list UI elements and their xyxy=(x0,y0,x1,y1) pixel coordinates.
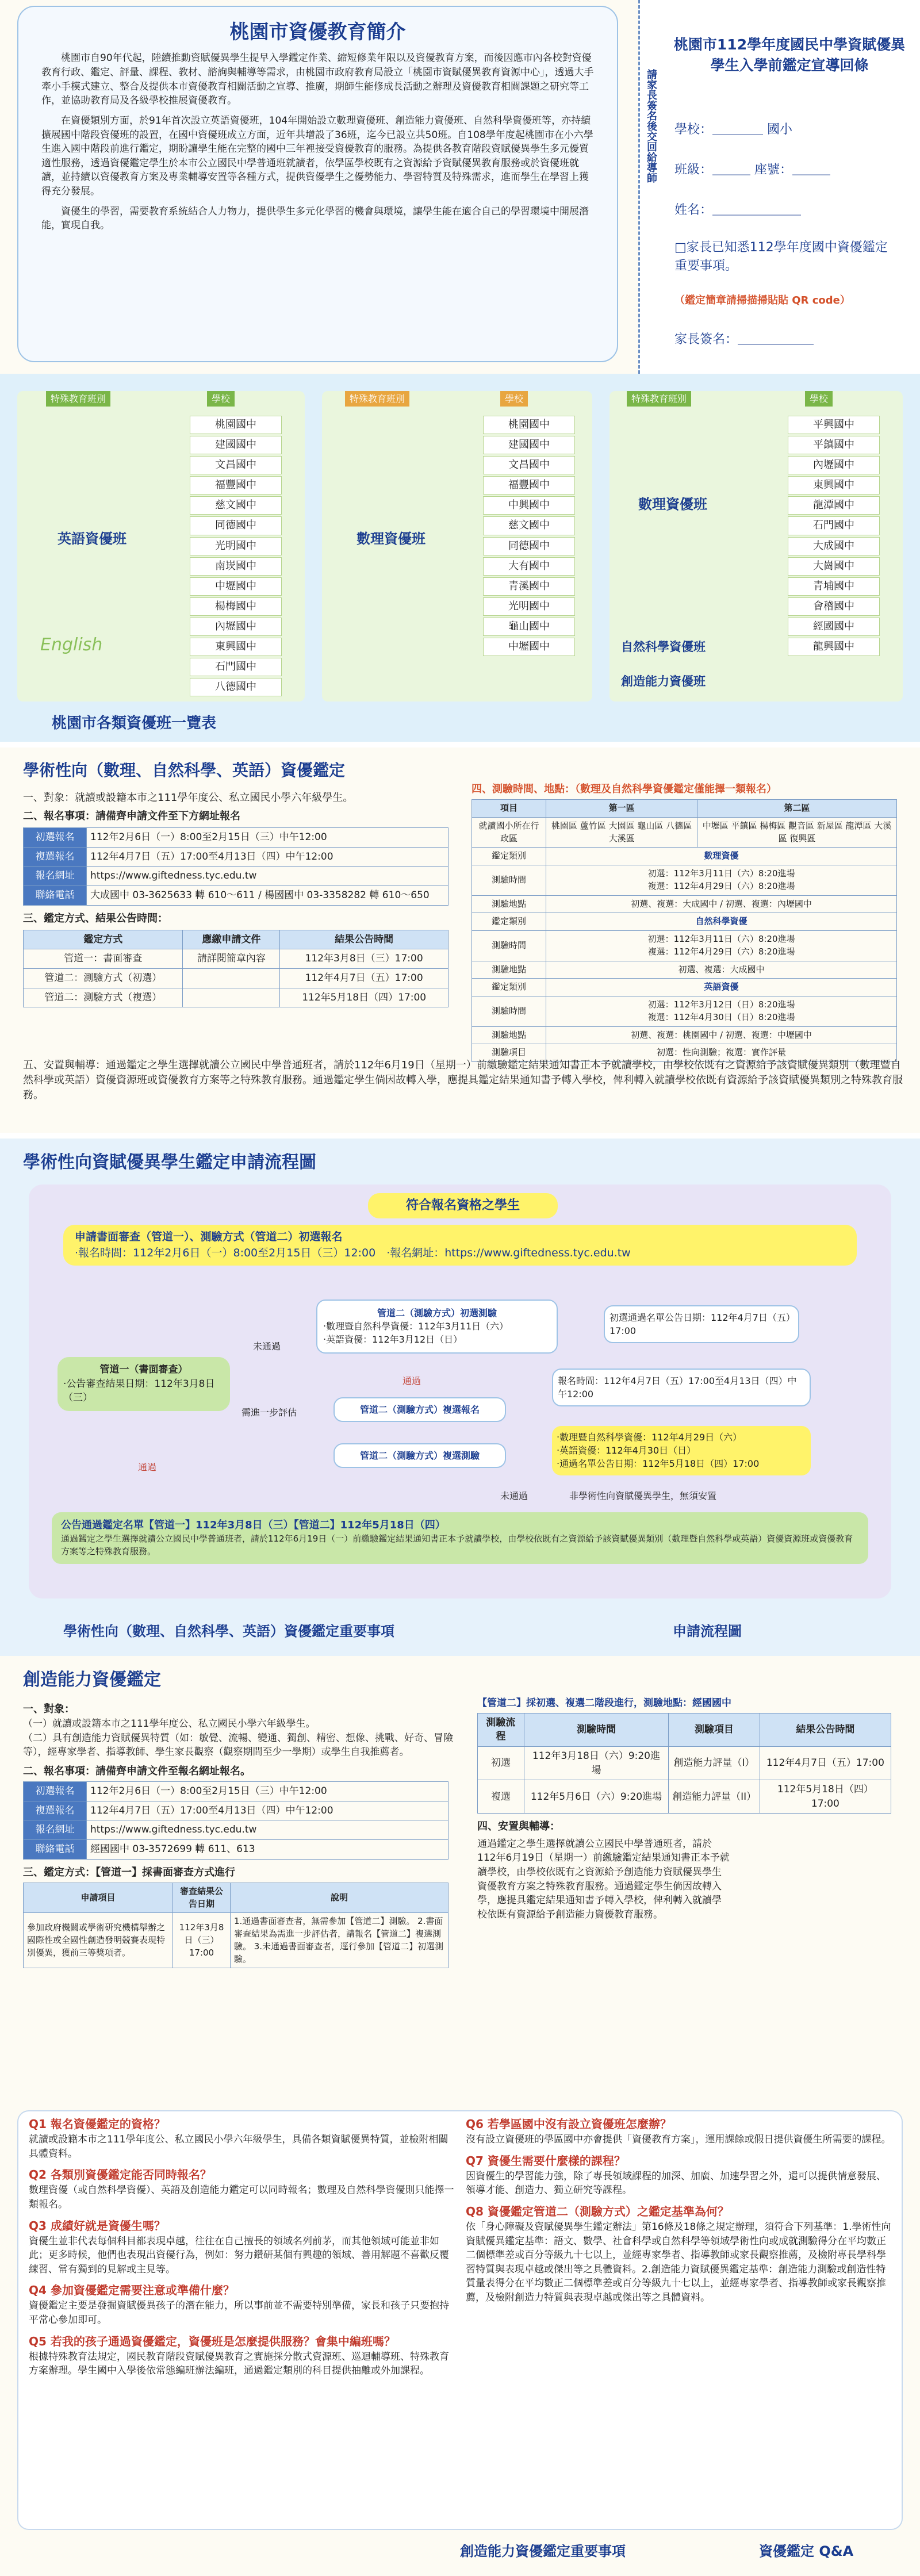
intro-paragraph-2: 在資優類別方面，於91年首次設立英語資優班，104年開始設立數理資優班、創造能力資優班、自然科學資優班等，亦持續擴展國中階段資優班的設置，在國中資優班成立方面，近年共增設了36班，迄今已設立共50班。自108學年度起桃園市在小六學生進入國中階段前進行鑑定，期盼讓學生能在完整的國中三年裡接受資優教育的服務。為提供各教育階段資賦優異學生多元優質適性服務，透過資優鑑定學生於本市公立國民中學普通班就讀者，依學區學校既有之資源給予資賦優異教育服務或於資優班就讀，並持續以資優教育方案及專業輔導安置等各種方式，提供資優學生之優勢能力、學習特質及特殊需求，進而學生在學習上獲得充分發展。 xyxy=(41,114,593,198)
school-item: 桃園國中 xyxy=(190,416,282,434)
doc-th-1: 審查結果公告日期 xyxy=(173,1883,231,1913)
other-cat-header: 特殊教育班別 xyxy=(627,391,691,407)
doc-th-0: 申請項目 xyxy=(24,1883,173,1913)
academic-reg-title: 二、報名事項：請備齊申請文件至下方網址報名 xyxy=(23,810,240,823)
flow-ch2b: 管道二（測驗方式）複選報名 xyxy=(334,1397,506,1422)
eng-item-label: 測驗項目 xyxy=(472,1044,546,1062)
school-item: 南崁國中 xyxy=(190,557,282,576)
school-item: 龍潭國中 xyxy=(788,496,880,515)
flow-apply xyxy=(63,1225,857,1266)
academic-right xyxy=(471,782,903,1062)
cre-class-label: 創造能力資優班 xyxy=(621,674,706,688)
reg-row: 聯絡電話 大成國中 03-3625633 轉 610～611 / 楊國國中 03-3358282 轉 610～650 xyxy=(24,886,448,906)
school-field[interactable]: 學校：＿＿＿＿ 國小 xyxy=(674,122,793,137)
academic-method-table xyxy=(23,930,448,1008)
math-time-value: 初選：112年3月11日（六）8:20進場 複選：112年4月29日（六）8:20進場 xyxy=(546,865,897,896)
flow-ch2a-title: 管道二（測驗方式）初選測驗 xyxy=(377,1308,497,1318)
flow-apply-url[interactable]: ‧報名網址：https://www.giftedness.tyc.edu.tw xyxy=(386,1246,631,1259)
class-list-title: 桃園市各類資優班一覽表 xyxy=(52,715,217,732)
test-th-1: 第一區 xyxy=(546,800,697,818)
school-item: 內壢國中 xyxy=(190,618,282,636)
reg-row: 複選報名 112年4月7日（五）17:00至4月13日（四）中午12:00 xyxy=(24,847,448,867)
school-item: 建國國中 xyxy=(483,436,575,454)
flow-final-title: 公告通過鑑定名單【管道一】112年3月8日（三）【管道二】112年5月18日（四） xyxy=(61,1519,446,1531)
sci-cat-value: 自然科學資優 xyxy=(546,913,897,931)
intro-paragraph-3: 資優生的學習，需要教育系統結合人力物力，提供學生多元化學習的機會與環境，讓學生能在適合自己的學習環境中開展潛能，實現自我。 xyxy=(41,205,589,232)
flow-banner-1: 學術性向（數理、自然科學、英語）資優鑑定重要事項 xyxy=(63,1623,394,1639)
other-block xyxy=(610,391,903,702)
reg-row: 報名網址 https://www.giftedness.tyc.edu.tw xyxy=(24,1820,448,1840)
flow-title: 學術性向資賦優異學生鑑定申請流程圖 xyxy=(23,1152,316,1172)
qa-banner-1: 創造能力資優鑑定重要事項 xyxy=(460,2543,626,2559)
school-item: 內壢國中 xyxy=(788,456,880,474)
flow-nopass-1: 未通過 xyxy=(253,1341,281,1352)
math-cat-value: 數理資優 xyxy=(546,848,897,865)
creative-reg-title: 二、報名事項：請備齊申請文件至報名網址報名。 xyxy=(23,1765,251,1778)
eng-cat-value: 英語資優 xyxy=(546,979,897,996)
school-item: 龜山國中 xyxy=(483,618,575,636)
creative-left xyxy=(23,1702,460,1968)
name-field[interactable]: 姓名：＿＿＿＿＿＿＿ xyxy=(674,203,802,217)
math-loc-value: 初選、複選：大成國中 / 初選、複選：內壢國中 xyxy=(546,895,897,913)
qa-right-list xyxy=(466,2116,891,2311)
creative-test-table xyxy=(477,1713,891,1814)
other-school-header: 學校 xyxy=(805,391,833,407)
intro-title: 桃園市資優教育簡介 xyxy=(229,21,406,44)
flow-ch1-title: 管道一（書面審查） xyxy=(99,1364,188,1375)
flow-reg2: 報名時間：112年4月7日（五）17:00至4月13日（四）中午12:00 xyxy=(552,1368,811,1406)
creative-reg-table xyxy=(23,1781,448,1860)
sci-loc-value: 初選、複選：大成國中 xyxy=(546,961,897,979)
flow-ch2a-line2: ‧英語資優：112年3月12日（日） xyxy=(323,1334,463,1346)
doc-cell-1: 112年3月8日（三）17:00 xyxy=(173,1913,231,1968)
return-slip-title: 桃園市112學年度國民中學資賦優異學生入學前鑑定宣導回條 xyxy=(673,36,906,74)
qr-note: （鑑定簡章請掃描掃貼貼 QR code） xyxy=(674,294,850,306)
qa-item: Q5 若我的孩子通過資優鑑定，資優班是怎麼提供服務？會集中編班嗎？ 根據特殊教育法規定，國民教育階段資賦優異教育之實施採分散式資源班、巡迴輔導班、特殊教育方案辦理。學生國中入學後依常態編班辦法編班，通過鑑定類別的科目提供抽離或外加課程。 xyxy=(29,2334,449,2377)
school-item: 慈文國中 xyxy=(483,516,575,535)
sci-time-label: 測驗時間 xyxy=(472,931,546,961)
doc-cell-2: 1.通過書面審查者，無需參加【管道二】測驗。 2.書面審查結果為需進一步評估者，請報名【管道二】複選測驗。 3.未通過書面審查者，逕行參加【管道二】初選測驗。 xyxy=(231,1913,448,1968)
flow-apply-title: 申請書面審查（管道一）、測驗方式（管道二）初選報名 xyxy=(75,1230,343,1243)
math-block xyxy=(322,391,592,702)
qa-item: Q2 各類別資優鑑定能否同時報名？ 數理資優（或自然科學資優）、英語及創造能力鑑定可以同時報名；數理及自然科學資優則只能擇一類報名。 xyxy=(29,2168,454,2210)
flow-final-note: 通過鑑定之學生選擇就讀公立國民中學普通班者，請於112年6月19日（一）前繳驗鑑定結果通知書正本予就讀學校，由學校依既有之資源給予該資賦優異類別（數理暨自然科學或英語）資優資源班或資優教育方案等之特殊教育服務。 xyxy=(61,1534,853,1557)
school-item: 中壢國中 xyxy=(483,638,575,656)
test-area-1: 桃園區 蘆竹區 大園區 龜山區 八德區 大溪區 xyxy=(546,817,697,848)
table-row: 管道二：測驗方式（初選） 112年4月7日（五）17:00 xyxy=(24,969,448,988)
english-block xyxy=(17,391,305,702)
academic-target: 一、對象：就讀或設籍本市之111學年度公、私立國民小學六年級學生。 xyxy=(23,792,354,804)
math-school-list xyxy=(483,414,575,658)
table-row: 管道二：測驗方式（複選） 112年5月18日（四）17:00 xyxy=(24,988,448,1007)
flow-ch2c-line2: ‧英語資優：112年4月30日（日） xyxy=(557,1445,696,1456)
creative-target-2: （二）具有創造能力資賦優異特質（如：敏覺、流暢、變通、獨創、精密、想像、挑戰、好奇、冒險等），經專家學者、指導教師、學生家長觀察（觀察期間至少一學期）或學生自我推薦者。 xyxy=(23,1732,453,1758)
table-header: 測驗項目 xyxy=(669,1713,760,1746)
flow-fail: 非學術性向資賦優異學生，無須安置 xyxy=(569,1490,717,1501)
school-item: 經國國中 xyxy=(788,618,880,636)
math-cat-label: 鑑定類別 xyxy=(472,848,546,865)
creative-placement-text: 通過鑑定之學生選擇就讀公立國民中學普通班者，請於112年6月19日（星期一）前繳驗鑑定結果通知書正本予就讀學校，由學校依既有之資源給予創造能力資賦優異學生資優教育方案之特殊教育服務。通過鑑定學生倘因故轉入學，應提具鑑定結果通知書予轉入學校，俾利轉入就讀學校依既有資源給予創造能力資優教育服務。 xyxy=(477,1838,730,1920)
english-deco: English xyxy=(40,635,103,655)
eng-loc-label: 測驗地點 xyxy=(472,1026,546,1044)
class-list-section xyxy=(0,374,920,742)
intro-panel xyxy=(17,6,618,362)
acknowledge-checkbox[interactable]: □家長已知悉112學年度國中資優鑑定重要事項。 xyxy=(674,240,888,273)
creative-section xyxy=(0,1656,920,2104)
reg-row: 複選報名 112年4月7日（五）17:00至4月13日（四）中午12:00 xyxy=(24,1801,448,1820)
academic-title: 學術性向（數理、自然科學、英語）資優鑑定 xyxy=(23,761,346,780)
table-header: 結果公告時間 xyxy=(760,1713,891,1746)
english-cat-header: 特殊教育班別 xyxy=(46,391,110,407)
qa-item: Q4 參加資優鑑定需要注意或準備什麼？ 資優鑑定主要是發掘資賦優異孩子的潛在能力，所以事前並不需要特別準備，家長和孩子只要抱持平常心參加即可。 xyxy=(29,2283,449,2326)
qa-item: Q8 資優鑑定管道二（測驗方式）之鑑定基準為何？ 依「身心障礙及資賦優異學生鑑定辦法」第16條及18條之規定辦理，須符合下列基準：1.學術性向資賦優異鑑定基準：語文、數學、社會科學或自然科學等領域學術性向或成就測驗得分在平均數正二個標準差或百分等級九十七以上，並經專家學者、指導教師或家長觀察推薦，及檢附專長學科學習特質與表現卓越或傑出等之具體資料。2.創造能力資賦優異鑑定基準：創造能力測驗或創造性特質量表得分在平均數正二個標準差或百分等級九十七以上，並經專家學者、指導教師或家長觀察推薦，及檢附創造力特質與表現卓越或傑出等之具體資料。 xyxy=(466,2204,891,2304)
school-item: 大崗國中 xyxy=(788,557,880,576)
creative-test-title: 【管道二】採初選、複選二階段進行，測驗地點：經國國中 xyxy=(477,1697,731,1709)
math-class-label: 數理資優班 xyxy=(356,531,425,547)
school-item: 青埔國中 xyxy=(788,577,880,596)
school-item: 同德國中 xyxy=(190,516,282,535)
qa-item: Q7 資優生需要什麼樣的課程？ 因資優生的學習能力強，除了專長領域課程的加深、加廣、加速學習之外，還可以提供情意發展、領導才能、創造力、獨立研究等課程。 xyxy=(466,2153,886,2196)
school-item: 平鎮國中 xyxy=(788,436,880,454)
school-item: 光明國中 xyxy=(190,537,282,555)
school-item: 會稽國中 xyxy=(788,597,880,616)
math-cat-header: 特殊教育班別 xyxy=(345,391,409,407)
doc-cell-0: 參加政府機關或學術研究機構舉辦之國際性或全國性創造發明競賽表現特別優異，獲前三等獎項者。 xyxy=(24,1913,173,1968)
eng-cat-label: 鑑定類別 xyxy=(472,979,546,996)
qa-item: Q3 成績好就是資優生嗎？ 資優生並非代表每個科目都表現卓越，往往在自己擅長的領域名列前茅，而其他領域可能並非如此；更多時候，他們也表現出資優行為，例如：努力鑽研某個有興趣的領域、善用解題不喜歡反覆練習、常有獨到的見解或主見等。 xyxy=(29,2218,449,2275)
test-title: 四、測驗時間、地點：（數理及自然科學資優鑑定僅能擇一類報名） xyxy=(471,783,777,795)
flow-ch2c: 管道二（測驗方式）複選測驗 xyxy=(334,1443,506,1468)
doc-th-2: 說明 xyxy=(231,1883,448,1913)
school-item: 建國國中 xyxy=(190,436,282,454)
table-row: 初選 112年3月18日（六）9:20進場 創造能力評量（I） 112年4月7日（五）17:00 xyxy=(478,1746,891,1780)
table-header: 測驗流程 xyxy=(478,1713,524,1746)
school-item: 楊梅國中 xyxy=(190,597,282,616)
academic-method-title: 三、鑑定方式、結果公告時間： xyxy=(23,912,168,925)
reg-row: 初選報名 112年2月6日（一）8:00至2月15日（三）中午12:00 xyxy=(24,1782,448,1801)
academic-placement: 五、安置與輔導：通過鑑定之學生選擇就讀公立國民中學普通班者，請於112年6月19日（星期一）前繳驗鑑定結果通知書正本予就讀學校，由學校依既有之資源給予該資賦優異類別（數理暨自然科學或英語）資優資源班或資優教育方案等之特殊教育服務。通過鑑定學生倘因故轉入學，應提具鑑定結果通知書予轉入學校，俾利轉入就讀學校依既有資源給予該資賦優異類別之特殊教育服務。 xyxy=(23,1059,903,1102)
qa-left-list xyxy=(29,2116,454,2384)
reg-row: 報名網址 https://www.giftedness.tyc.edu.tw xyxy=(24,867,448,886)
flow-pass-1: 通過 xyxy=(402,1375,421,1386)
eng-item-value: 初選：性向測驗；複選：實作評量 xyxy=(546,1044,897,1062)
school-item: 同德國中 xyxy=(483,537,575,555)
flow-pass1: 初選通過名單公告日期：112年4月7日（五）17:00 xyxy=(604,1305,799,1343)
sci-class-label: 自然科學資優班 xyxy=(621,640,706,654)
creative-right xyxy=(477,1696,903,1922)
academic-section xyxy=(0,747,920,1133)
school-item: 八德國中 xyxy=(190,678,282,696)
english-school-list xyxy=(190,414,282,698)
flow-ch1 xyxy=(57,1357,230,1411)
test-area-label: 就讀國小所在行政區 xyxy=(472,817,546,848)
creative-title: 創造能力資優鑑定 xyxy=(23,1670,161,1690)
creative-method-title: 三、鑑定方式：【管道一】採書面審查方式進行 xyxy=(23,1866,235,1879)
school-item: 龍興國中 xyxy=(788,638,880,656)
school-item: 福豐國中 xyxy=(483,476,575,494)
school-item: 大有國中 xyxy=(483,557,575,576)
flow-nopass-2: 未通過 xyxy=(500,1490,528,1501)
math2-class-label: 數理資優班 xyxy=(638,496,707,512)
sci-loc-label: 測驗地點 xyxy=(472,961,546,979)
qa-banner-2: 資優鑑定 Q&A xyxy=(759,2543,854,2559)
academic-left xyxy=(23,791,460,1007)
eng-time-label: 測驗時間 xyxy=(472,996,546,1027)
school-item: 福豐國中 xyxy=(190,476,282,494)
intro-paragraph-1: 桃園市自90年代起，陸續推動資賦優異學生提早入學鑑定作業、縮短修業年限以及資優教育方案，而後因應市內各校對資優教育行政、鑑定、評量、課程、教材、諮詢與輔導等需求，由桃園市政府教育局設立「桃園市資賦優異教育資源中心」，透過大手牽小手模式建立、整合及提供本市資優教育相關活動之宣導、推廣，期師生能修成長活動之辦理及資優教育相關課題之研究等工作，並協助教育局及各級學校推展資優教育。 xyxy=(41,52,594,107)
school-item: 桃園國中 xyxy=(483,416,575,434)
creative-target-title: 一、對象： xyxy=(23,1703,75,1715)
math-school-header: 學校 xyxy=(500,391,528,407)
eng-loc-value: 初選、複選：桃園國中 / 初選、複選：中壢國中 xyxy=(546,1026,897,1044)
test-th-2: 第二區 xyxy=(697,800,897,818)
creative-target-1: （一）就讀或設籍本市之111學年度公、私立國民小學六年級學生。 xyxy=(23,1718,316,1730)
flow-ch1-note: ‧公告審查結果日期：112年3月8日（三） xyxy=(63,1378,215,1404)
school-item: 中興國中 xyxy=(483,496,575,515)
eng-time-value: 初選：112年3月12日（日）8:20進場 複選：112年4月30日（日）8:20進場 xyxy=(546,996,897,1027)
flow-ch2a-line1: ‧數理暨自然科學資優：112年3月11日（六） xyxy=(323,1321,509,1332)
return-slip-side: 請家長簽名後交回給導師 xyxy=(645,69,657,183)
school-item: 大成國中 xyxy=(788,537,880,555)
flow-section xyxy=(0,1138,920,1656)
english-school-header: 學校 xyxy=(207,391,235,407)
school-item: 文昌國中 xyxy=(190,456,282,474)
intro-section xyxy=(0,0,920,374)
flow-ch2c-line3: ‧通過名單公告日期：112年5月18日（四）17:00 xyxy=(557,1458,760,1470)
school-item: 文昌國中 xyxy=(483,456,575,474)
return-slip xyxy=(638,0,920,374)
qa-item: Q1 報名資優鑑定的資格？ 就讀或設籍本市之111學年度公、私立國民小學六年級學生，具備各類資賦優異特質，並檢附相關具體資料。 xyxy=(29,2117,448,2160)
school-item: 東興國中 xyxy=(190,638,282,656)
parent-sign-field[interactable]: 家長簽名：＿＿＿＿＿＿ xyxy=(674,332,814,347)
table-header: 鑑定方式 xyxy=(24,930,183,949)
test-th-0: 項目 xyxy=(472,800,546,818)
table-header: 測驗時間 xyxy=(524,1713,668,1746)
math-loc-label: 測驗地點 xyxy=(472,895,546,913)
school-item: 石門國中 xyxy=(190,658,282,676)
other-school-list xyxy=(788,414,880,658)
school-item: 青溪國中 xyxy=(483,577,575,596)
sci-cat-label: 鑑定類別 xyxy=(472,913,546,931)
flow-pass-2: 通過 xyxy=(138,1462,157,1473)
flow-need: 需進一步評估 xyxy=(241,1407,297,1418)
flow-final xyxy=(52,1512,868,1564)
table-header: 結果公告時間 xyxy=(280,930,448,949)
reg-row: 聯絡電話 經國國中 03-3572699 轉 611、613 xyxy=(24,1840,448,1860)
flow-start: 符合報名資格之學生 xyxy=(368,1193,558,1218)
creative-doc-table xyxy=(23,1883,448,1969)
class-field[interactable]: 班級：＿＿＿ 座號：＿＿＿ xyxy=(674,163,831,177)
english-class-label: 英語資優班 xyxy=(57,531,126,547)
school-item: 中壢國中 xyxy=(190,577,282,596)
flow-ch2c-line1: ‧數理暨自然科學資優：112年4月29日（六） xyxy=(557,1432,742,1443)
flow-banner-2: 申請流程圖 xyxy=(673,1623,742,1639)
school-item: 平興國中 xyxy=(788,416,880,434)
sci-time-value: 初選：112年3月11日（六）8:20進場 複選：112年4月29日（六）8:20進場 xyxy=(546,931,897,961)
qa-item: Q6 若學區國中沒有設立資優班怎麼辦？ 沒有設立資優班的學區國中亦會提供「資優教育方案」，運用課餘或假日提供資優生所需要的課程。 xyxy=(466,2117,891,2145)
reg-row: 初選報名 112年2月6日（一）8:00至2月15日（三）中午12:00 xyxy=(24,828,448,848)
test-table xyxy=(471,799,897,1062)
test-area-2: 中壢區 平鎮區 楊梅區 觀音區 新屋區 龍潭區 大溪區 復興區 xyxy=(697,817,897,848)
flow-apply-time: ‧報名時間：112年2月6日（一）8:00至2月15日（三）12:00 xyxy=(75,1246,376,1259)
school-item: 慈文國中 xyxy=(190,496,282,515)
qa-section xyxy=(0,2104,920,2576)
math-time-label: 測驗時間 xyxy=(472,865,546,896)
flow-ch2a xyxy=(316,1300,558,1354)
table-row: 管道一：書面審查 請詳閱簡章內容 112年3月8日（三）17:00 xyxy=(24,949,448,969)
school-item: 石門國中 xyxy=(788,516,880,535)
table-header: 應繳申請文件 xyxy=(183,930,280,949)
academic-reg-table xyxy=(23,827,448,906)
flow-ch2c-detail xyxy=(552,1426,811,1475)
table-row: 複選 112年5月6日（六）9:20進場 創造能力評量（II） 112年5月18日（四）17:00 xyxy=(478,1780,891,1814)
school-item: 東興國中 xyxy=(788,476,880,494)
creative-placement-title: 四、安置與輔導： xyxy=(477,1820,560,1833)
school-item: 光明國中 xyxy=(483,597,575,616)
